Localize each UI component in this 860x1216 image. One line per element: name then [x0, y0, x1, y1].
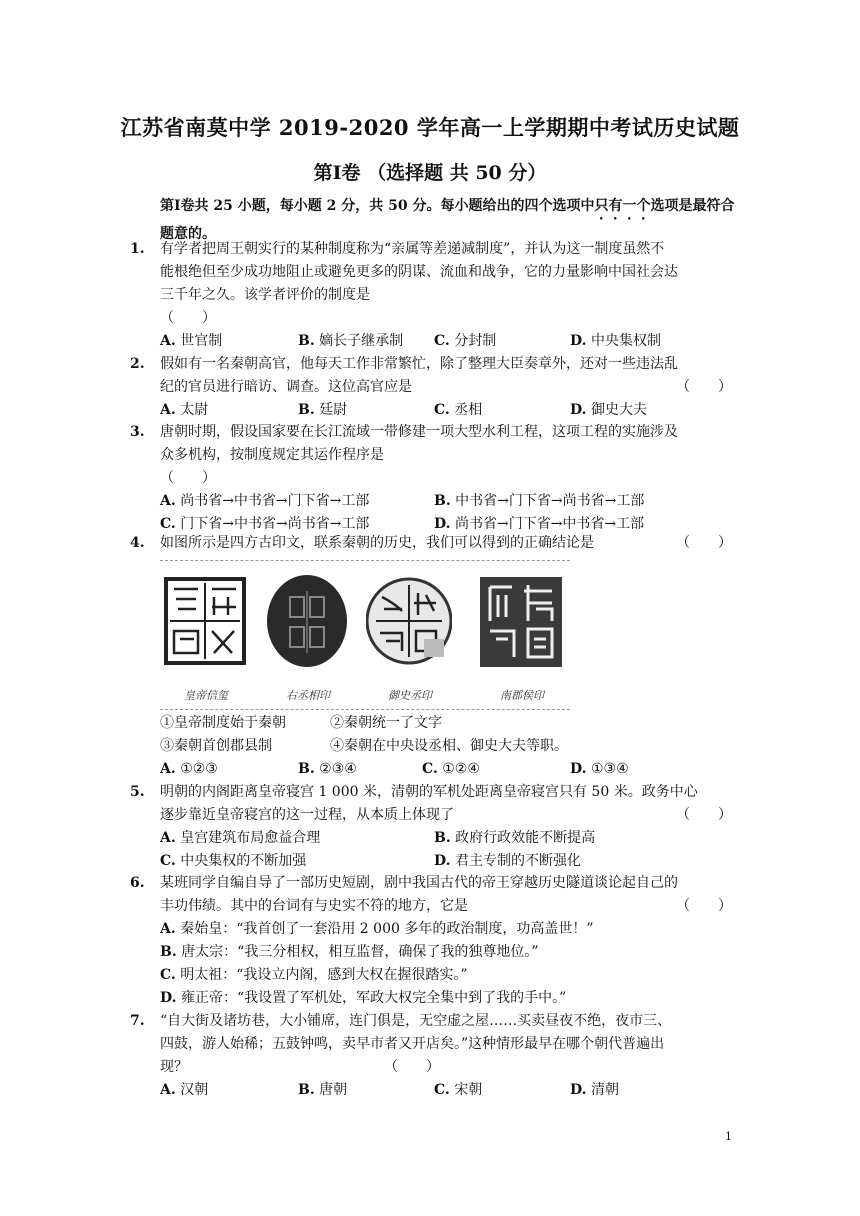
- answer-bracket: （ ）: [160, 310, 216, 326]
- option-b: B. 唐朝: [298, 1082, 348, 1098]
- option-b: B. 政府行政效能不断提高: [434, 830, 596, 846]
- statement-3: ③秦朝首创郡县制: [160, 738, 272, 754]
- statement-1: ①皇帝制度始于秦朝: [160, 715, 286, 731]
- seal-image-2: [262, 569, 352, 702]
- seal-images-figure: [160, 560, 570, 710]
- option-c: C. 明太祖：“我设立内阁，感到大权在握很踏实。”: [160, 967, 468, 983]
- options: [160, 490, 740, 513]
- section-heading: 第Ⅰ卷 （选择题 共 50 分）: [313, 162, 547, 184]
- question-number: 4.: [130, 535, 145, 551]
- question-text-line: 假如有一名秦朝高官，他每天工作非常繁忙，除了整理大臣奏章外，还对一些违法乱: [160, 356, 678, 372]
- option-d: D. 清朝: [570, 1082, 619, 1098]
- option-a: A. 汉朝: [160, 1082, 209, 1098]
- question-text-line: 如图所示是四方古印文，联系秦朝的历史，我们可以得到的正确结论是: [160, 535, 594, 551]
- instructions-line2: 题意的。: [160, 226, 216, 242]
- option-d: D. 尚书省→门下省→中书省→工部: [434, 516, 645, 532]
- question-number: 3.: [130, 424, 145, 440]
- option-d: D. 雍正帝：“我设置了军机处，军政大权完全集中到了我的手中。”: [160, 990, 567, 1006]
- question-text-line: 唐朝时期，假设国家要在长江流域一带修建一项大型水利工程，这项工程的实施涉及: [160, 424, 678, 440]
- option-c: C. 分封制: [434, 333, 497, 349]
- options: [160, 330, 740, 353]
- option-d: D. 中央集权制: [570, 333, 661, 349]
- question-text-line: 现？: [160, 1059, 188, 1075]
- question-text-line: 四鼓，游人始稀；五鼓钟鸣，卖早市者又开店矣。”这种情形最早在哪个朝代普遍出: [160, 1036, 665, 1052]
- question-number: 5.: [130, 784, 145, 800]
- seal-caption: 皇帝信玺: [184, 689, 228, 702]
- question-7: [130, 1010, 740, 1102]
- answer-bracket: （ ）: [676, 898, 732, 914]
- question-1: [130, 238, 740, 353]
- seal-caption: 南郡侯印: [500, 689, 544, 702]
- option-b: B. 唐太宗：“我三分相权，相互监督，确保了我的独尊地位。”: [160, 944, 539, 960]
- instructions-line1-a: 第Ⅰ卷共 25 小题，每小题 2 分，共 50 分。每小题给出的四个选项中: [160, 198, 595, 214]
- question-text-line: 能根绝但至少成功地阻止或避免更多的阴谋、流血和战争，它的力量影响中国社会达: [160, 264, 678, 280]
- options: [160, 850, 740, 873]
- statement-2: ②秦朝统一了文字: [330, 715, 442, 731]
- question-text-line: 有学者把周王朝实行的某种制度称为“亲属等差递减制度”，并认为这一制度虽然不: [160, 241, 665, 257]
- seal-caption: 右丞相印: [286, 689, 330, 702]
- options: [160, 827, 740, 850]
- option-b: B. 嫡长子继承制: [298, 333, 404, 349]
- exam-title: 江苏省南莫中学 2019-2020 学年高一上学期期中考试历史试题: [120, 115, 740, 140]
- instructions-line1-b: 选项是最符合: [650, 198, 735, 214]
- answer-bracket: （ ）: [676, 807, 732, 823]
- instructions-emphasis: 只有一个: [594, 198, 651, 214]
- question-number: 7.: [130, 1013, 145, 1029]
- option-d: D. 君主专制的不断强化: [434, 853, 581, 869]
- answer-bracket: （ ）: [160, 470, 216, 486]
- statements-row: [160, 712, 740, 735]
- statement-4: ④秦朝在中央设丞相、御史大夫等职。: [330, 738, 568, 754]
- question-text-line: 某班同学自编自导了一部历史短剧，剧中我国古代的帝王穿越历史隧道谈论起自己的: [160, 875, 678, 891]
- question-text-line: 众多机构，按制度规定其运作程序是: [160, 447, 384, 463]
- question-5: [130, 781, 740, 873]
- question-number: 1.: [130, 241, 145, 257]
- option-a: A. 世官制: [160, 333, 223, 349]
- question-text-line: 逐步靠近皇帝寝宫的这一过程，从本质上体现了: [160, 807, 454, 823]
- answer-bracket: （ ）: [676, 379, 732, 395]
- answer-bracket: （ ）: [384, 1059, 440, 1075]
- option-d: D. 御史大夫: [570, 402, 647, 418]
- options: [160, 758, 740, 781]
- option-c: C. 丞相: [434, 402, 483, 418]
- seal-image-1: [162, 569, 252, 702]
- option-c: C. ①②④: [422, 761, 480, 777]
- answer-bracket: （ ）: [676, 535, 732, 551]
- option-c: C. 门下省→中书省→尚书省→工部: [160, 516, 370, 532]
- question-text-line: 三千年之久。该学者评价的制度是: [160, 287, 370, 303]
- option-b: B. ②③④: [298, 761, 357, 777]
- option-a: A. 秦始皇：“我首创了一套沿用 2 000 多年的政治制度，功高盖世！”: [160, 921, 594, 937]
- question-3: [130, 421, 740, 536]
- options: [160, 399, 740, 422]
- option-b: B. 中书省→门下省→尚书省→工部: [434, 493, 645, 509]
- question-6: [130, 872, 740, 1010]
- option-a: A. 尚书省→中书省→门下省→工部: [160, 493, 370, 509]
- question-4-statements: [130, 712, 740, 781]
- statements-row: [160, 735, 740, 758]
- option-a: A. 太尉: [160, 402, 209, 418]
- seal-image-4: [476, 569, 566, 702]
- question-2: [130, 353, 740, 422]
- question-text-line: “自大街及诸坊巷，大小铺席，连门俱是，无空虚之屋……买卖昼夜不绝，夜市三、: [160, 1013, 672, 1029]
- question-number: 6.: [130, 875, 145, 891]
- question-text-line: 丰功伟绩。其中的台词有与史实不符的地方，它是: [160, 898, 468, 914]
- page-number: 1: [725, 1130, 732, 1143]
- option-c: C. 中央集权的不断加强: [160, 853, 307, 869]
- seal-image-3: [366, 569, 456, 702]
- seal-caption: 御史丞印: [388, 689, 432, 702]
- question-4: [130, 532, 740, 555]
- option-b: B. 廷尉: [298, 402, 348, 418]
- option-a: A. 皇宫建筑布局愈益合理: [160, 830, 321, 846]
- options: [160, 1079, 740, 1102]
- question-text-line: 明朝的内阁距离皇帝寝宫 1 000 米，清朝的军机处距离皇帝寝宫只有 50 米。政务中心: [160, 784, 698, 800]
- option-c: C. 宋朝: [434, 1082, 483, 1098]
- question-text-line: 纪的官员进行暗访、调查。这位高官应是: [160, 379, 412, 395]
- option-d: D. ①③④: [570, 761, 629, 777]
- question-number: 2.: [130, 356, 145, 372]
- option-a: A. ①②③: [160, 761, 218, 777]
